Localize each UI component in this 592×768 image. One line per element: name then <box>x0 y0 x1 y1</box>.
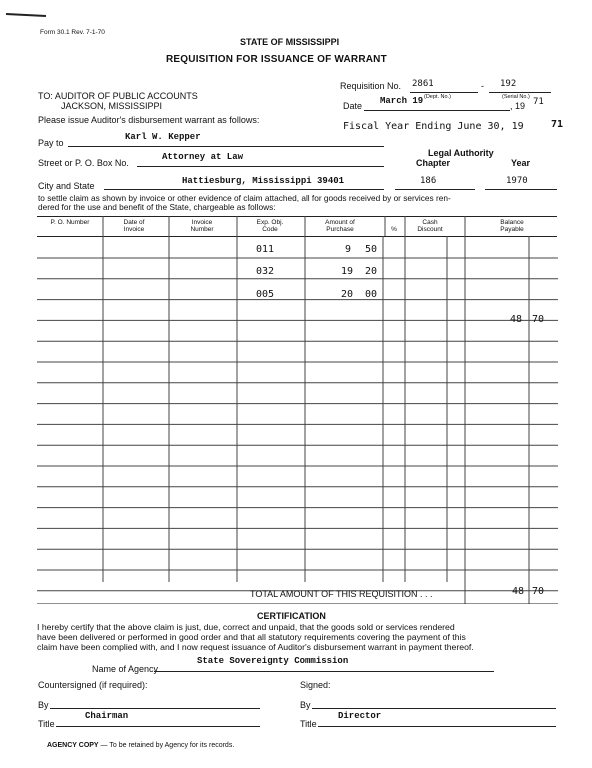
row-1-dollars: 9 <box>345 244 352 255</box>
right-title-value: Director <box>338 711 382 721</box>
footer-text: — To be retained by Agency for its records. <box>98 742 235 749</box>
date-value: March 19 <box>380 96 424 106</box>
legal-authority-label: Legal Authority <box>428 148 494 158</box>
form-id: Form 30.1 Rev. 7-1-70 <box>40 29 105 36</box>
settle-text: to settle claim as shown by invoice or other evidence of claim attached, all for goods received by or services ren- <box>38 193 451 203</box>
row-2-dollars: 19 <box>341 266 354 277</box>
row-3-cents: 00 <box>365 289 378 300</box>
certification-text-1: I hereby certify that the above claim is just, due, correct and unpaid, that the goods sold or services rendered <box>37 622 455 632</box>
pay-to-value: Karl W. Kepper <box>125 132 201 142</box>
left-by-label: By <box>38 700 49 710</box>
certification-text-3: claim have been complied with, and I now request issuance of Auditor's disbursement warrant in payment thereof. <box>37 642 474 652</box>
signed-label: Signed: <box>300 680 331 690</box>
col-invoice: Invoice Number <box>190 219 214 233</box>
to-line1: TO: AUDITOR OF PUBLIC ACCOUNTS <box>38 91 198 101</box>
fiscal-year: 71 <box>551 119 564 130</box>
serial-no: 192 <box>500 79 517 89</box>
row-3-code: 005 <box>256 289 275 300</box>
agency-value: State Sovereignty Commission <box>197 656 349 666</box>
year-value: 1970 <box>506 176 528 186</box>
requisition-label: Requisition No. <box>340 81 402 91</box>
right-by-label: By <box>300 700 311 710</box>
col-po: P. O. Number <box>50 219 90 226</box>
form-title: REQUISITION FOR ISSUANCE OF WARRANT <box>166 54 387 65</box>
balance-dollars: 48 <box>510 314 523 325</box>
to-line2: JACKSON, MISSISSIPPI <box>61 101 163 111</box>
state-heading: STATE OF MISSISSIPPI <box>240 37 340 47</box>
dept-no: 2861 <box>412 79 434 89</box>
margin-mark <box>6 13 46 17</box>
left-title-value: Chairman <box>85 711 129 721</box>
total-dollars: 48 <box>512 586 525 597</box>
chapter-label: Chapter <box>416 158 451 168</box>
dash: - <box>481 81 484 91</box>
total-label: TOTAL AMOUNT OF THIS REQUISITION . . . <box>250 589 433 599</box>
row-2-cents: 20 <box>365 266 378 277</box>
fiscal-label: Fiscal Year Ending June 30, 19 <box>343 121 524 132</box>
year-suffix: 71 <box>533 97 544 107</box>
footer-note <box>47 742 234 749</box>
date-label: Date <box>343 101 363 111</box>
city-value: Hattiesburg, Mississippi 39401 <box>182 176 345 186</box>
row-2-code: 032 <box>256 266 275 277</box>
city-label: City and State <box>38 181 95 191</box>
year-label: Year <box>511 158 531 168</box>
serial-caption: (Serial No.) <box>502 94 530 100</box>
certification-heading: CERTIFICATION <box>257 611 326 621</box>
countersigned-label: Countersigned (if required): <box>38 680 148 690</box>
col-exp-code: Exp. Obj. Code <box>256 219 284 233</box>
row-1-code: 011 <box>256 244 275 255</box>
street-label: Street or P. O. Box No. <box>38 158 129 168</box>
col-percent: % <box>391 226 397 233</box>
year-prefix: , 19 <box>510 101 526 111</box>
agency-label: Name of Agency <box>92 664 159 674</box>
settle-text-2: dered for the use and benefit of the State, chargeable as follows: <box>38 202 276 212</box>
pay-to-label: Pay to <box>38 138 64 148</box>
right-title-label: Title <box>300 719 317 729</box>
total-cents: 70 <box>532 586 545 597</box>
certification-text-2: have been delivered or performed in good order and that all statutory requirements covering the payment of this <box>37 632 466 642</box>
col-amount: Amount of Purchase <box>325 219 355 233</box>
col-discount: Cash Discount <box>417 219 443 233</box>
row-3-dollars: 20 <box>341 289 354 300</box>
col-balance: Balance Payable <box>500 219 524 233</box>
ledger-grid <box>37 216 558 604</box>
street-value: Attorney at Law <box>162 152 244 162</box>
left-title-label: Title <box>38 719 55 729</box>
col-date: Date of Invoice <box>123 219 145 233</box>
footer-bold: AGENCY COPY <box>47 742 99 749</box>
row-1-cents: 50 <box>365 244 378 255</box>
chapter-value: 186 <box>420 176 437 186</box>
balance-cents: 70 <box>532 314 545 325</box>
dept-caption: (Dept. No.) <box>424 94 451 100</box>
instruction: Please issue Auditor's disbursement warrant as follows: <box>38 115 260 125</box>
